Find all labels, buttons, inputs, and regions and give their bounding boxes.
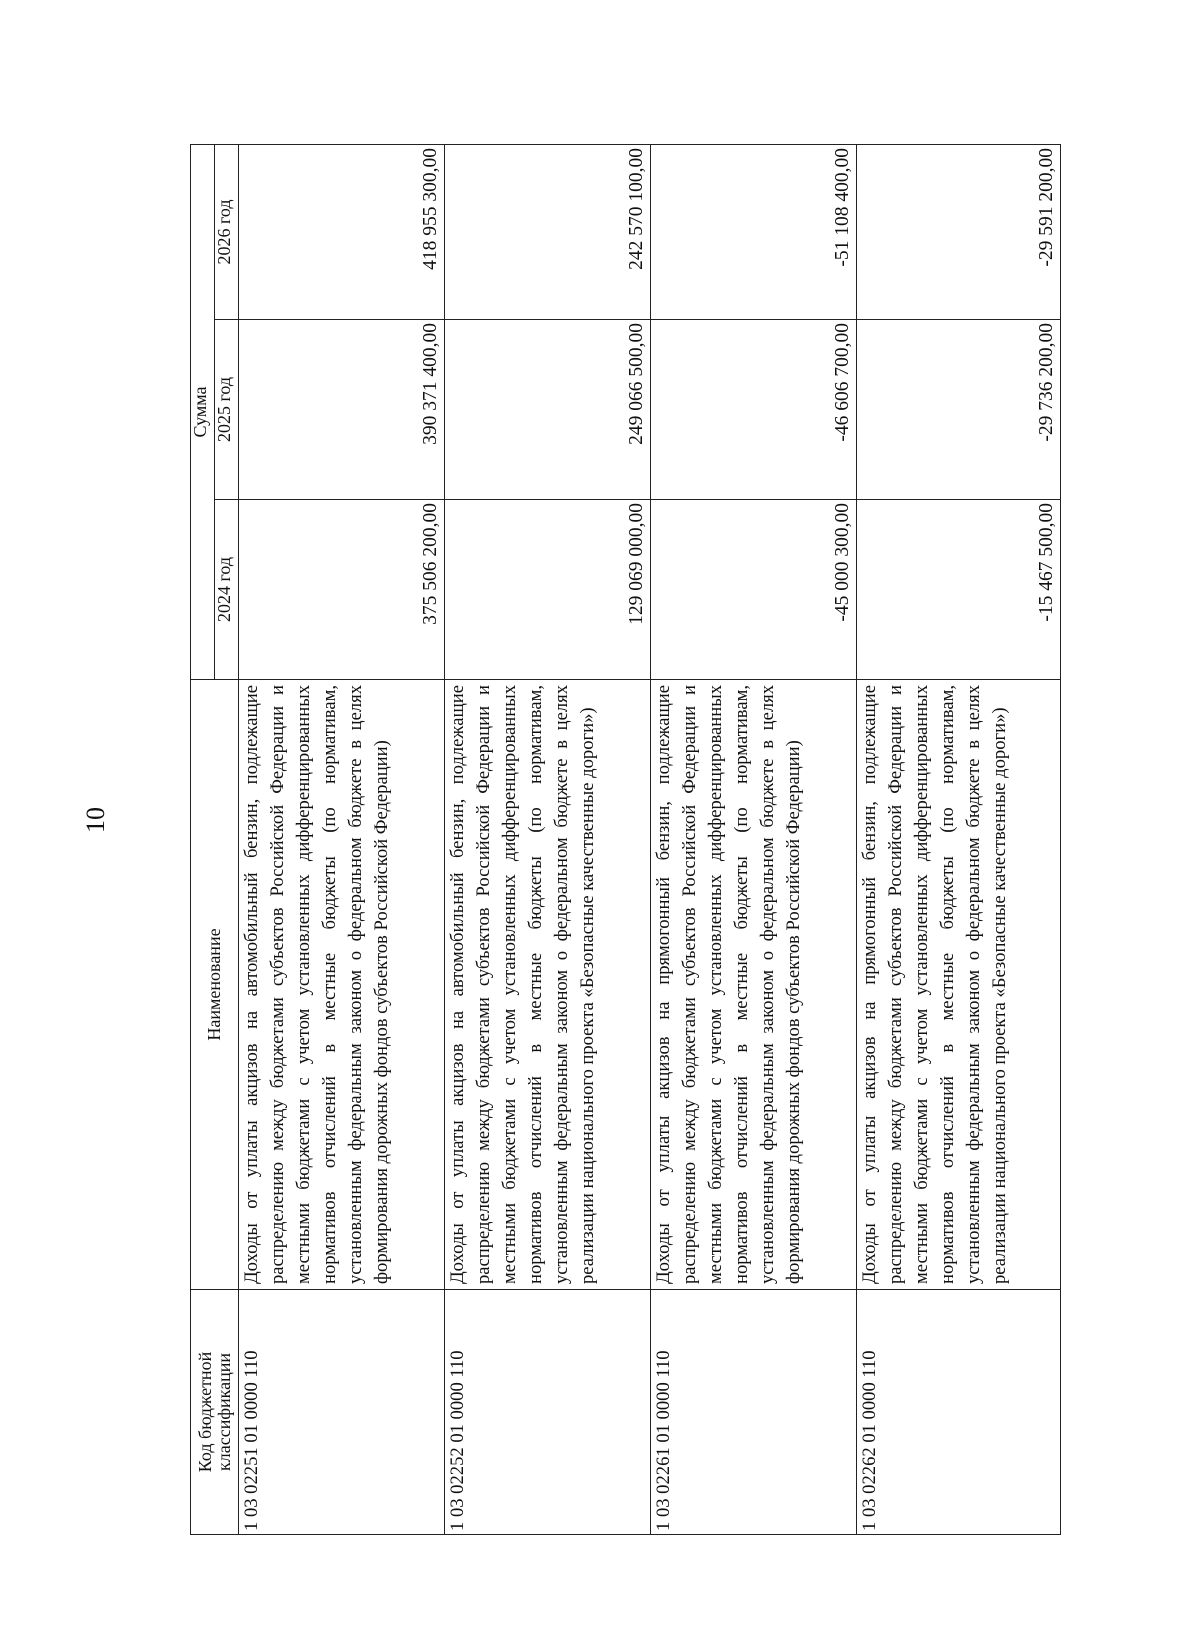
page-number: 10 <box>81 807 110 833</box>
header-code: Код бюджетной классификации <box>191 1290 239 1535</box>
row-code: 1 03 02262 01 0000 110 <box>857 1290 1061 1535</box>
row-code: 1 03 02261 01 0000 110 <box>651 1290 857 1535</box>
row-value-2025: -46 606 700,00 <box>651 320 857 500</box>
row-value-2024: -45 000 300,00 <box>651 500 857 680</box>
row-value-2025: -29 736 200,00 <box>857 320 1061 500</box>
row-value-2024: -15 467 500,00 <box>857 500 1061 680</box>
row-value-2026: -51 108 400,00 <box>651 144 857 319</box>
row-name: Доходы от уплаты акцизов на автомобильный бензин, подлежащие распределению между бюджетами субъектов Российской Федерации и местными бюджетами с учетом установленных дифференцированных нормативов отчислений в местные бюджеты (по нормативам, установленным федеральным законом о федеральном бюджете в целях реализации национального проекта «Безопасные качественные дороги») <box>445 680 651 1290</box>
rotated-page-content <box>190 145 1060 1535</box>
header-name: Наименование <box>191 680 239 1290</box>
row-code: 1 03 02252 01 0000 110 <box>445 1290 651 1535</box>
row-code: 1 03 02251 01 0000 110 <box>239 1290 445 1535</box>
header-year-2025: 2025 год <box>215 320 239 500</box>
row-name: Доходы от уплаты акцизов на автомобильный бензин, подлежащие распределению между бюджетами субъектов Российской Федерации и местными бюджетами с учетом установленных дифференцированных нормативов отчислений в местные бюджеты (по нормативам, установленным федеральным законом о федеральном бюджете в целях формирования дорожных фондов субъектов Российской Федерации) <box>239 680 445 1290</box>
header-sum: Сумма <box>191 144 215 679</box>
table-row <box>239 144 445 1534</box>
table-header-row <box>191 144 215 1534</box>
budget-income-table <box>190 144 1061 1535</box>
row-value-2026: 418 955 300,00 <box>239 144 445 319</box>
row-name: Доходы от уплаты акцизов на прямогонный бензин, подлежащие распределению между бюджетами субъектов Российской Федерации и местными бюджетами с учетом установленных дифференцированных нормативов отчислений в местные бюджеты (по нормативам, установленным федеральным законом о федеральном бюджете в целях формирования дорожных фондов субъектов Российской Федерации) <box>651 680 857 1290</box>
row-name: Доходы от уплаты акцизов на прямогонный бензин, подлежащие распределению между бюджетами субъектов Российской Федерации и местными бюджетами с учетом установленных дифференцированных нормативов отчислений в местные бюджеты (по нормативам, установленным федеральным законом о федеральном бюджете в целях реализации национального проекта «Безопасные качественные дороги») <box>857 680 1061 1290</box>
table-row <box>445 144 651 1534</box>
header-year-2024: 2024 год <box>215 500 239 680</box>
header-year-2026: 2026 год <box>215 144 239 319</box>
row-value-2025: 390 371 400,00 <box>239 320 445 500</box>
table-row <box>651 144 857 1534</box>
row-value-2024: 129 069 000,00 <box>445 500 651 680</box>
row-value-2026: 242 570 100,00 <box>445 144 651 319</box>
row-value-2024: 375 506 200,00 <box>239 500 445 680</box>
row-value-2026: -29 591 200,00 <box>857 144 1061 319</box>
table-row <box>857 144 1061 1534</box>
row-value-2025: 249 066 500,00 <box>445 320 651 500</box>
